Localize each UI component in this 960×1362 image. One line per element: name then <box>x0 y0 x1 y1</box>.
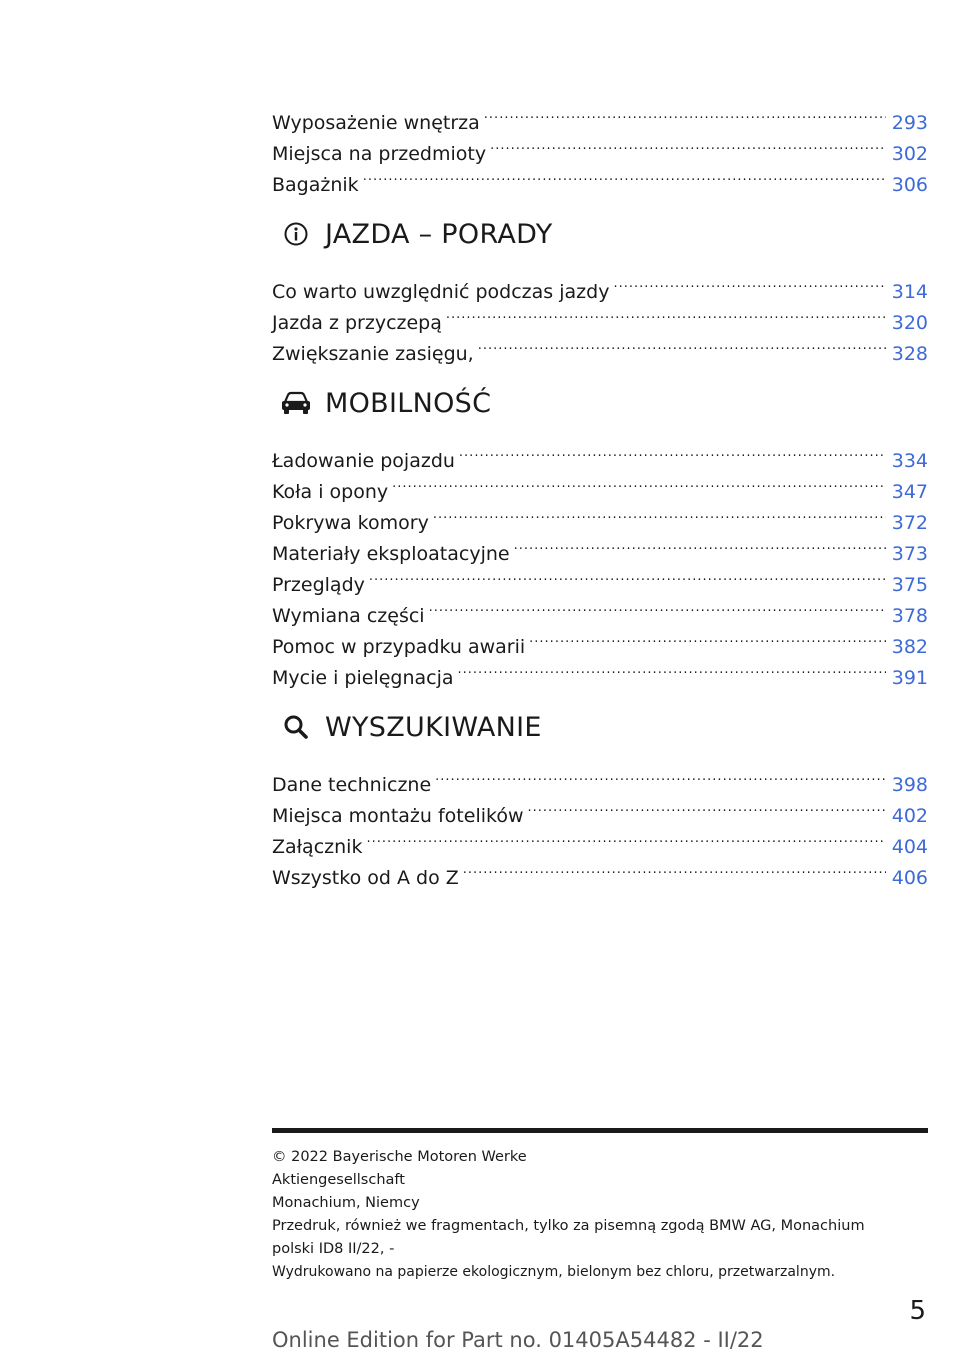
toc-entry-page-link[interactable]: 406 <box>891 867 928 889</box>
dot-leader <box>392 467 886 498</box>
dot-leader <box>484 98 886 129</box>
imprint-location: Monachium, Niemcy <box>272 1195 420 1211</box>
toc-entry-page-link[interactable]: 391 <box>891 667 928 689</box>
dot-leader <box>458 653 886 684</box>
dot-leader <box>433 498 886 529</box>
section-header <box>272 698 928 756</box>
section-header <box>272 205 928 263</box>
section-heading: MOBILNOŚĆ <box>325 387 492 419</box>
toc-entry-title: Wyposażenie wnętrza <box>272 112 480 134</box>
toc-section-jazda-porady <box>272 205 928 365</box>
toc-entry-page-link[interactable]: 372 <box>891 512 928 534</box>
toc-entry-page-link[interactable]: 320 <box>891 312 928 334</box>
toc-entry-title: Pomoc w przypadku awarii <box>272 636 526 658</box>
toc-entry-bagaznik[interactable] <box>272 160 928 196</box>
dot-leader <box>528 791 886 822</box>
dot-leader <box>446 298 886 329</box>
toc-entry-title: Wymiana części <box>272 605 425 627</box>
toc-entry-title: Przeglądy <box>272 574 365 596</box>
page-number: 5 <box>909 1296 926 1326</box>
toc-entry-title: Mycie i pielęgnacja <box>272 667 454 689</box>
toc-entry-title: Wszystko od A do Z <box>272 867 459 889</box>
toc-entry-title: Załącznik <box>272 836 363 858</box>
dot-leader <box>435 760 886 791</box>
imprint-reprint-notice: Przedruk, również we fragmentach, tylko za pisemną zgodą BMW AG, Monachium <box>272 1218 865 1234</box>
toc-entry-page-link[interactable]: 373 <box>891 543 928 565</box>
section-heading: WYSZUKIWANIE <box>325 711 542 743</box>
toc-entry-page-link[interactable]: 375 <box>891 574 928 596</box>
dot-leader <box>514 529 886 560</box>
toc-entry-title: Materiały eksploatacyjne <box>272 543 510 565</box>
toc-section-continued <box>272 98 928 196</box>
online-edition-watermark: Online Edition for Part no. 01405A54482 - II/22 <box>272 1328 764 1352</box>
toc-entry-wszystko-od-a-do-z[interactable] <box>272 853 928 889</box>
dot-leader <box>459 436 886 467</box>
toc-entry-page-link[interactable]: 334 <box>891 450 928 472</box>
section-heading: JAZDA – PORADY <box>325 218 553 250</box>
info-icon <box>276 217 316 251</box>
section-header <box>272 374 928 432</box>
dot-leader <box>369 560 886 591</box>
table-of-contents <box>272 98 928 889</box>
imprint-copyright: © 2022 Bayerische Motoren Werke <box>272 1149 527 1165</box>
toc-entry-title: Bagażnik <box>272 174 359 196</box>
toc-entry-page-link[interactable]: 378 <box>891 605 928 627</box>
dot-leader <box>478 329 886 360</box>
toc-entry-dane-techniczne[interactable] <box>272 760 928 796</box>
toc-entry-title: Dane techniczne <box>272 774 432 796</box>
toc-entry-co-warto-uwzglednic[interactable] <box>272 267 928 303</box>
dot-leader <box>366 822 885 853</box>
toc-entry-wyposazenie-wnetrza[interactable] <box>272 98 928 134</box>
toc-entry-title: Co warto uwzględnić podczas jazdy <box>272 281 610 303</box>
toc-entry-page-link[interactable]: 328 <box>891 343 928 365</box>
imprint <box>272 1146 928 1284</box>
car-icon <box>276 386 316 420</box>
dot-leader <box>529 622 886 653</box>
toc-entry-ladowanie-pojazdu[interactable] <box>272 436 928 472</box>
toc-entry-title: Jazda z przyczepą <box>272 312 442 334</box>
dot-leader <box>429 591 886 622</box>
dot-leader <box>363 160 886 191</box>
toc-entry-title: Koła i opony <box>272 481 389 503</box>
toc-entry-page-link[interactable]: 302 <box>891 143 928 165</box>
toc-entry-title: Zwiększanie zasięgu, <box>272 343 474 365</box>
footer-divider <box>272 1128 928 1133</box>
toc-entry-page-link[interactable]: 402 <box>891 805 928 827</box>
toc-entry-page-link[interactable]: 293 <box>891 112 928 134</box>
toc-entry-przeglady[interactable] <box>272 560 928 596</box>
dot-leader <box>490 129 886 160</box>
toc-entry-title: Miejsca na przedmioty <box>272 143 487 165</box>
toc-section-wyszukiwanie <box>272 698 928 889</box>
toc-entry-zalacznik[interactable] <box>272 822 928 858</box>
toc-entry-title: Miejsca montażu fotelików <box>272 805 524 827</box>
toc-section-mobilnosc <box>272 374 928 689</box>
toc-entry-page-link[interactable]: 398 <box>891 774 928 796</box>
toc-entry-page-link[interactable]: 347 <box>891 481 928 503</box>
toc-entry-page-link[interactable]: 382 <box>891 636 928 658</box>
imprint-company: Aktiengesellschaft <box>272 1172 405 1188</box>
toc-entry-wymiana-czesci[interactable] <box>272 591 928 627</box>
toc-entry-page-link[interactable]: 314 <box>891 281 928 303</box>
toc-entry-title: Pokrywa komory <box>272 512 429 534</box>
toc-entry-title: Ładowanie pojazdu <box>272 450 455 472</box>
toc-entry-page-link[interactable]: 404 <box>891 836 928 858</box>
dot-leader <box>463 853 886 884</box>
dot-leader <box>613 267 885 298</box>
toc-entry-page-link[interactable]: 306 <box>891 174 928 196</box>
imprint-edition-id: polski ID8 II/22, - <box>272 1241 395 1257</box>
imprint-paper-notice: Wydrukowano na papierze ekologicznym, bielonym bez chloru, przetwarzalnym. <box>272 1264 836 1280</box>
search-icon <box>276 710 316 744</box>
